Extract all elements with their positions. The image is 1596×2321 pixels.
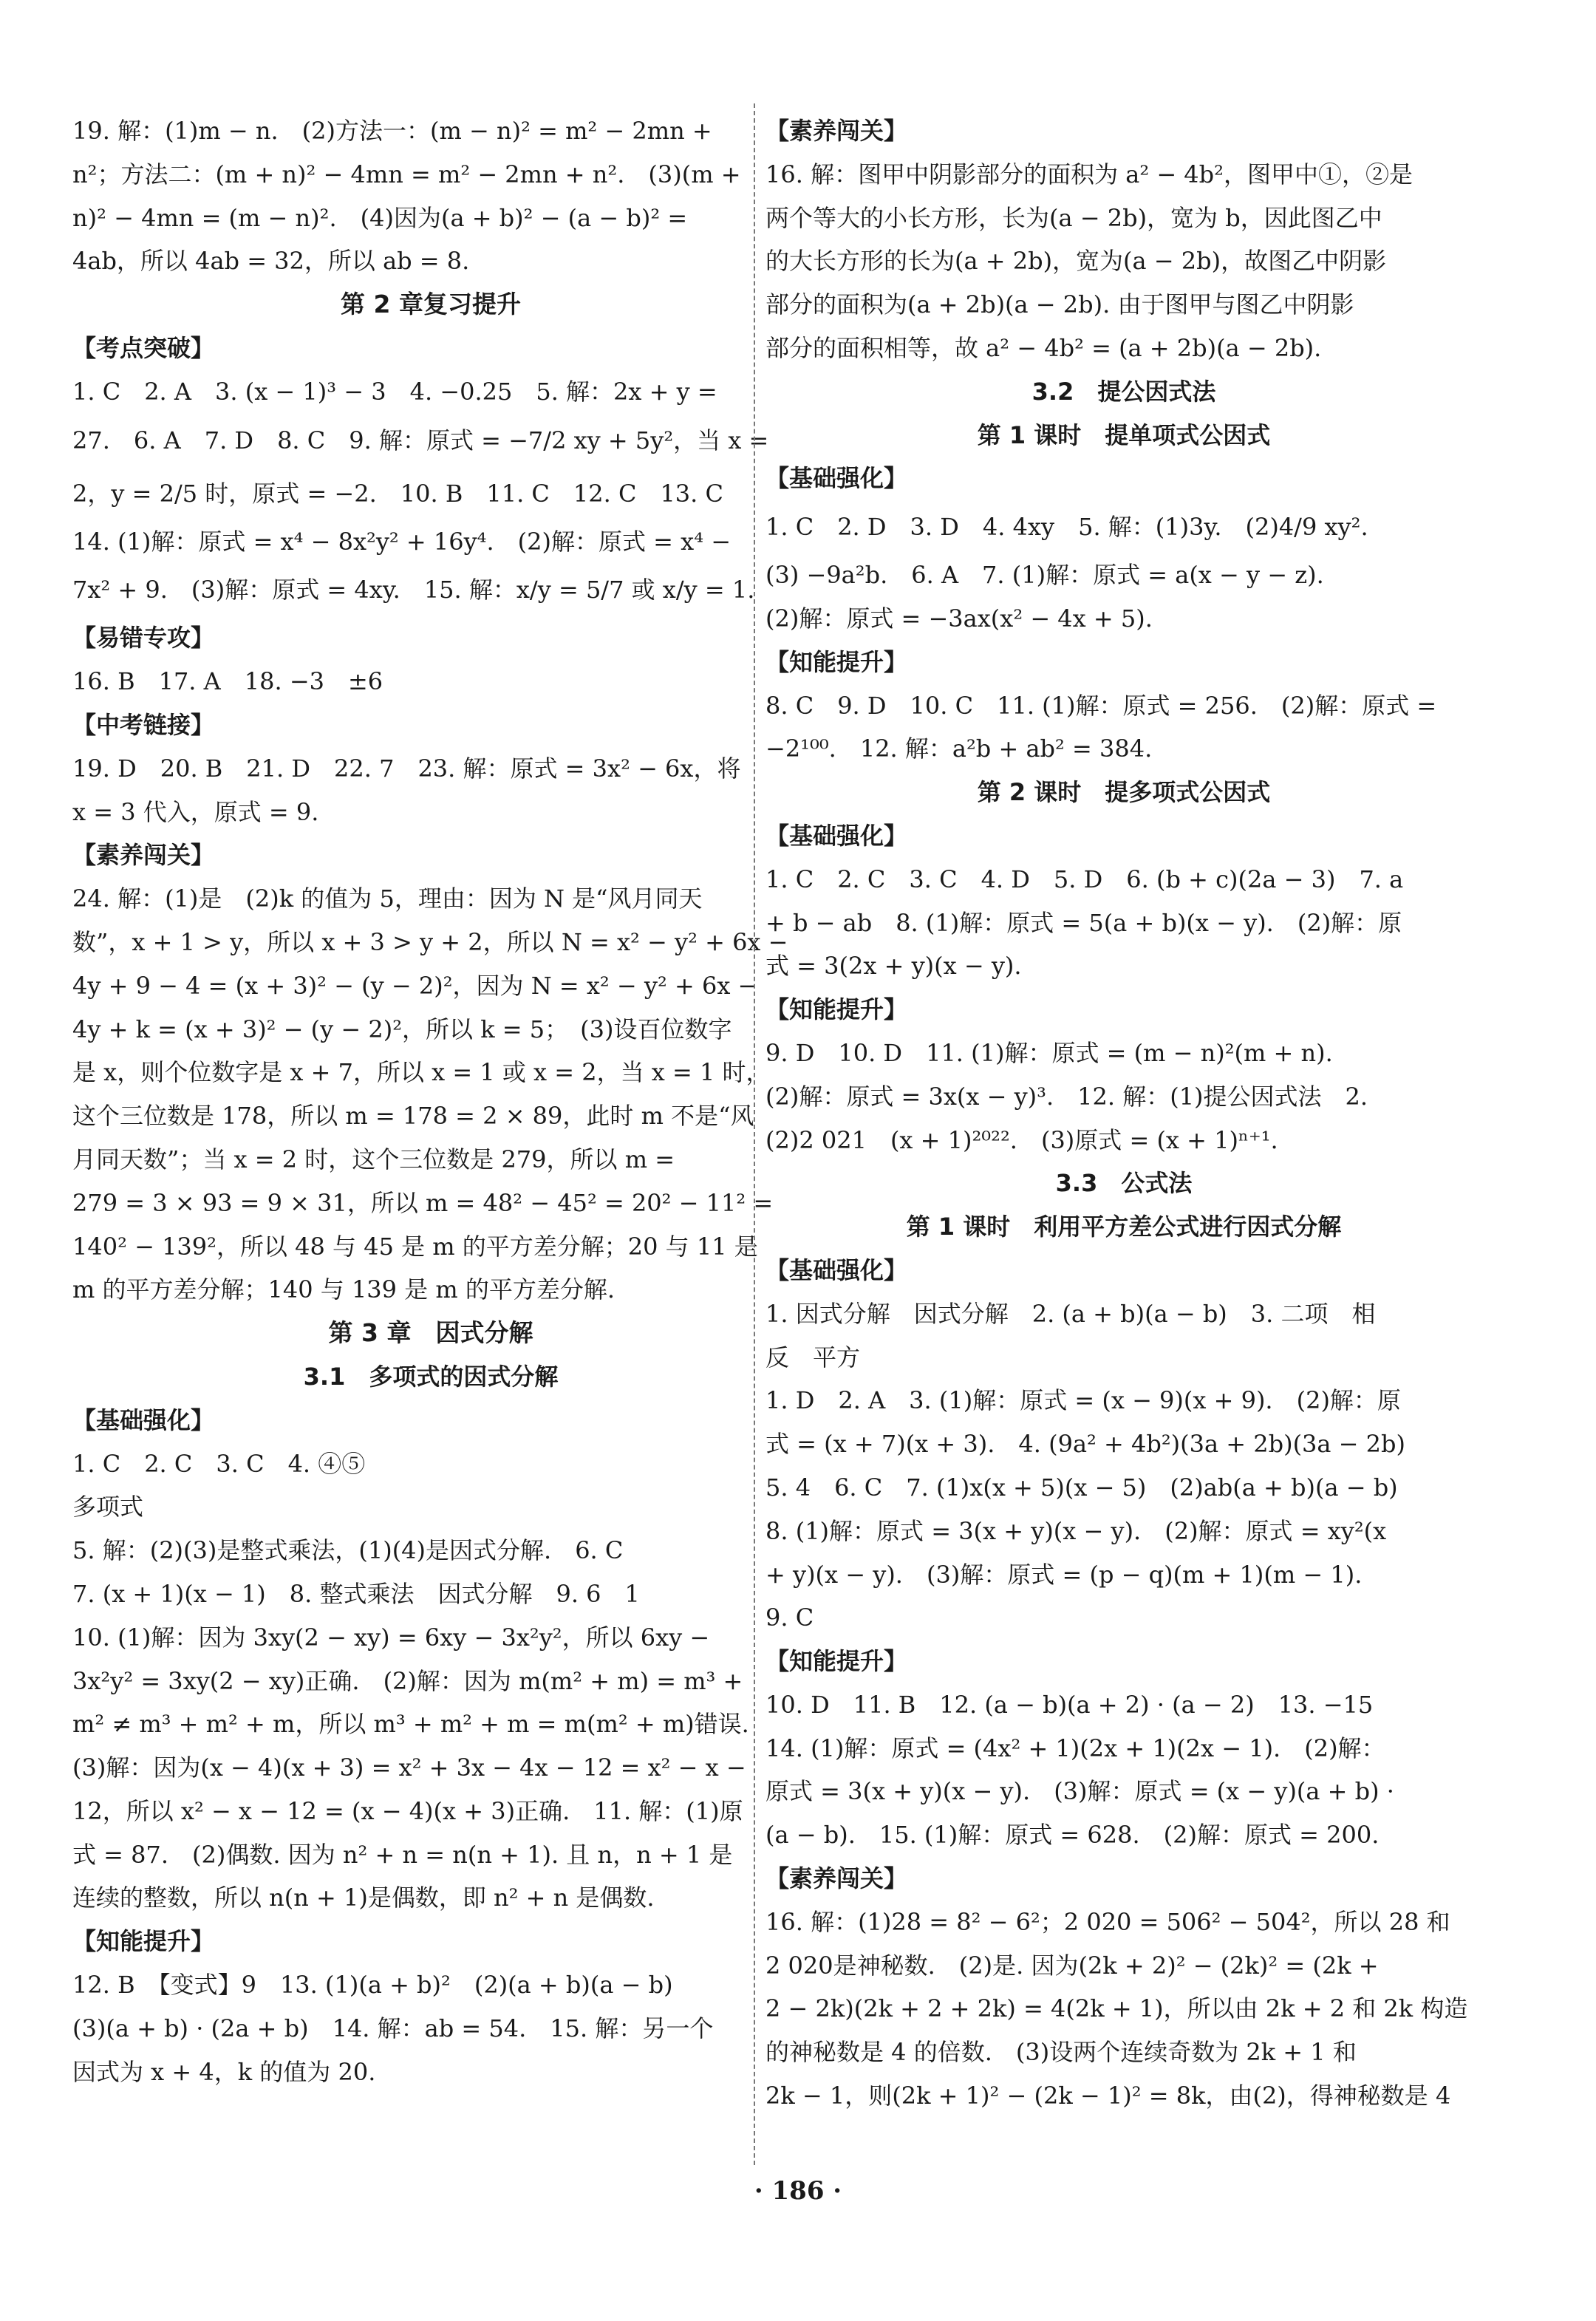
answer-line: 7. (x + 1)(x − 1) 8. 整式乘法 因式分解 9. 6 1 [72, 1579, 640, 1608]
answer-line: 数”，x + 1 > y，所以 x + 3 > y + 2，所以 N = x² − y² + 6x − [72, 927, 788, 956]
answer-line: n)² − 4mn = (m − n)². (4)因为(a + b)² − (a − b)² = [72, 203, 688, 232]
answer-line: 279 = 3 × 93 = 9 × 31，所以 m = 48² − 45² = 20² − 11² = [72, 1188, 774, 1217]
answer-line: (3) −9a²b. 6. A 7. (1)解：原式 = a(x − y − z). [765, 561, 1324, 590]
section-label: 【知能提升】 [765, 647, 908, 676]
section-label: 【素养闯关】 [72, 841, 215, 870]
section-label: 【基础强化】 [765, 464, 908, 493]
answer-line: 1. D 2. A 3. (1)解：原式 = (x − 9)(x + 9). (2)解：原 [765, 1386, 1401, 1415]
answer-line: x = 3 代入，原式 = 9. [72, 797, 319, 826]
answer-line: 多项式 [72, 1493, 144, 1521]
answer-line: 5. 4 6. C 7. (1)x(x + 5)(x − 5) (2)ab(a + b)(a − b) [765, 1473, 1398, 1502]
answer-line: 2k − 1，则(2k + 1)² − (2k − 1)² = 8k，由(2)，得神秘数是 4 [765, 2082, 1451, 2110]
answer-line: 部分的面积相等，故 a² − 4b² = (a + 2b)(a − 2b). [765, 333, 1322, 362]
answer-line: 8. (1)解：原式 = 3(x + y)(x − y). (2)解：原式 = xy²(x [765, 1516, 1387, 1545]
answer-line: 10. (1)解：因为 3xy(2 − xy) = 6xy − 3x²y²，所以 6xy − [72, 1623, 710, 1652]
section-label: 【考点突破】 [72, 333, 215, 362]
answer-line: (2)2 021 (x + 1)²⁰²². (3)原式 = (x + 1)ⁿ⁺¹. [765, 1125, 1278, 1154]
answer-line: 16. B 17. A 18. −3 ±6 [72, 667, 383, 696]
chapter-heading: 第 3 章 因式分解 [328, 1318, 533, 1348]
section-label: 【知能提升】 [765, 1647, 908, 1676]
answer-line: 16. 解：(1)28 = 8² − 6²；2 020 = 506² − 504²，所以 28 和 [765, 1907, 1450, 1936]
answer-line: 2，y = 2/5 时，原式 = −2. 10. B 11. C 12. C 13. C [72, 479, 723, 508]
chapter-heading: 第 2 章复习提升 [341, 290, 521, 319]
answer-line: 1. C 2. A 3. (x − 1)³ − 3 4. −0.25 5. 解：2x + y = [72, 377, 717, 406]
section-label: 【素养闯关】 [765, 1864, 908, 1893]
answer-line: 式 = 3(2x + y)(x − y). [765, 952, 1022, 981]
answer-line: 19. D 20. B 21. D 22. 7 23. 解：原式 = 3x² − 6x，将 [72, 754, 741, 783]
answer-line: 的神秘数是 4 的倍数. (3)设两个连续奇数为 2k + 1 和 [765, 2038, 1357, 2067]
section-heading: 3.3 公式法 [1055, 1169, 1193, 1198]
page-number: · 186 · [754, 2176, 842, 2206]
section-heading: 3.1 多项式的因式分解 [303, 1362, 559, 1391]
answer-line: + b − ab 8. (1)解：原式 = 5(a + b)(x − y). (2)解：原 [765, 908, 1402, 937]
section-label: 【中考链接】 [72, 710, 215, 739]
answer-line: 4y + k = (x + 3)² − (y − 2)²，所以 k = 5； (3)设百位数字 [72, 1015, 732, 1043]
section-heading: 第 1 课时 提单项式公因式 [977, 420, 1271, 449]
answer-line: 两个等大的小长方形，长为(a − 2b)，宽为 b，因此图乙中 [765, 203, 1382, 232]
answer-line: 12，所以 x² − x − 12 = (x − 4)(x + 3)正确. 11. 解：(1)原 [72, 1796, 743, 1825]
answer-line: (3)解：因为(x − 4)(x + 3) = x² + 3x − 4x − 12 = x² − x − [72, 1753, 746, 1782]
answer-line: 1. C 2. D 3. D 4. 4xy 5. 解：(1)3y. (2)4/9 xy². [765, 513, 1368, 542]
answer-line: 因式为 x + 4，k 的值为 20. [72, 2057, 376, 2086]
answer-line: 3x²y² = 3xy(2 − xy)正确. (2)解：因为 m(m² + m) = m³ + [72, 1666, 743, 1695]
answer-line: 式 = 87. (2)偶数. 因为 n² + n = n(n + 1). 且 n，n + 1 是 [72, 1840, 733, 1869]
answer-line: 是 x，则个位数字是 x + 7，所以 x = 1 或 x = 2，当 x = 1 时， [72, 1058, 770, 1087]
section-label: 【知能提升】 [765, 995, 908, 1024]
answer-line: 7x² + 9. (3)解：原式 = 4xy. 15. 解：x/y = 5/7 或 x/y = 1. [72, 576, 755, 604]
answer-line: 5. 解：(2)(3)是整式乘法，(1)(4)是因式分解. 6. C [72, 1536, 624, 1565]
answer-line: m² ≠ m³ + m² + m，所以 m³ + m² + m = m(m² + m)错误. [72, 1710, 749, 1739]
section-label: 【基础强化】 [72, 1405, 215, 1434]
section-label: 【基础强化】 [765, 821, 908, 850]
answer-line: 1. C 2. C 3. C 4. D 5. D 6. (b + c)(2a − 3) 7. a [765, 865, 1404, 893]
answer-line: 14. (1)解：原式 = x⁴ − 8x²y² + 16y⁴. (2)解：原式 = x⁴ − [72, 527, 732, 556]
answer-line: (3)(a + b) · (2a + b) 14. 解：ab = 54. 15. 解：另一个 [72, 2014, 714, 2042]
answer-line: 16. 解：图甲中阴影部分的面积为 a² − 4b²，图甲中①，②是 [765, 160, 1413, 188]
answer-line: 10. D 11. B 12. (a − b)(a + 2) · (a − 2) 13. −15 [765, 1690, 1374, 1719]
answer-line: + y)(x − y). (3)解：原式 = (p − q)(m + 1)(m − 1). [765, 1560, 1363, 1589]
right-column [765, 109, 1482, 2118]
answer-line: 部分的面积为(a + 2b)(a − 2b). 由于图甲与图乙中阴影 [765, 290, 1354, 319]
answer-line: 这个三位数是 178，所以 m = 178 = 2 × 89，此时 m 不是“风 [72, 1102, 754, 1131]
section-label: 【易错专攻】 [72, 624, 215, 652]
answer-line: 1. 因式分解 因式分解 2. (a + b)(a − b) 3. 二项 相 [765, 1299, 1376, 1328]
answer-line: 12. B 【变式】9 13. (1)(a + b)² (2)(a + b)(a − b) [72, 1971, 673, 2000]
column-divider [754, 103, 755, 2165]
answer-line: 9. C [765, 1603, 814, 1632]
answer-line: (a − b). 15. (1)解：原式 = 628. (2)解：原式 = 200. [765, 1821, 1380, 1850]
answer-line: (2)解：原式 = −3ax(x² − 4x + 5). [765, 604, 1153, 633]
answer-line: 2 − 2k)(2k + 2 + 2k) = 4(2k + 1)，所以由 2k + 2 和 2k 构造 [765, 1994, 1468, 2023]
answer-line: 原式 = 3(x + y)(x − y). (3)解：原式 = (x − y)(a + b) · [765, 1777, 1394, 1806]
answer-line: 1. C 2. C 3. C 4. ④⑤ [72, 1449, 366, 1478]
section-label: 【基础强化】 [765, 1255, 908, 1284]
answer-line: 14. (1)解：原式 = (4x² + 1)(2x + 1)(2x − 1). (2)解： [765, 1734, 1385, 1762]
answer-line: 月同天数”；当 x = 2 时，这个三位数是 279，所以 m = [72, 1145, 675, 1173]
answer-line: (2)解：原式 = 3x(x − y)³. 12. 解：(1)提公因式法 2. [765, 1082, 1368, 1111]
section-heading: 3.2 提公因式法 [1031, 377, 1216, 406]
answer-line: 2 020是神秘数. (2)是. 因为(2k + 2)² − (2k)² = (2k + [765, 1951, 1379, 1980]
section-label: 【素养闯关】 [765, 117, 908, 145]
answer-line: m 的平方差分解；140 与 139 是 m 的平方差分解. [72, 1275, 615, 1304]
answer-line: −2¹⁰⁰. 12. 解：a²b + ab² = 384. [765, 735, 1153, 763]
answer-line: 式 = (x + 7)(x + 3). 4. (9a² + 4b²)(3a + 2b)(3a − 2b) [765, 1430, 1405, 1459]
answer-line: 4y + 9 − 4 = (x + 3)² − (y − 2)²，因为 N = x² − y² + 6x − [72, 971, 758, 1000]
section-heading: 第 2 课时 提多项式公因式 [977, 778, 1271, 807]
left-column [72, 109, 789, 2093]
answer-line: 4ab，所以 4ab = 32，所以 ab = 8. [72, 247, 470, 276]
answer-line: 9. D 10. D 11. (1)解：原式 = (m − n)²(m + n). [765, 1038, 1333, 1067]
answer-line: 27. 6. A 7. D 8. C 9. 解：原式 = −7/2 xy + 5y²，当 x = [72, 426, 769, 454]
answer-line: n²；方法二：(m + n)² − 4mn = m² − 2mn + n². (3)(m + [72, 160, 741, 188]
answer-line: 24. 解：(1)是 (2)k 的值为 5，理由：因为 N 是“风月同天 [72, 885, 703, 913]
answer-line: 8. C 9. D 10. C 11. (1)解：原式 = 256. (2)解：原式 = [765, 691, 1437, 720]
section-label: 【知能提升】 [72, 1927, 215, 1956]
answer-line: 140² − 139²，所以 48 与 45 是 m 的平方差分解；20 与 11 是 [72, 1232, 758, 1261]
answer-line: 的大长方形的长为(a + 2b)，宽为(a − 2b)，故图乙中阴影 [765, 247, 1387, 276]
section-heading: 第 1 课时 利用平方差公式进行因式分解 [906, 1213, 1342, 1241]
answer-line: 连续的整数，所以 n(n + 1)是偶数，即 n² + n 是偶数. [72, 1884, 655, 1912]
answer-line: 19. 解：(1)m − n. (2)方法一：(m − n)² = m² − 2mn + [72, 117, 712, 145]
answer-line: 反 平方 [765, 1343, 861, 1371]
